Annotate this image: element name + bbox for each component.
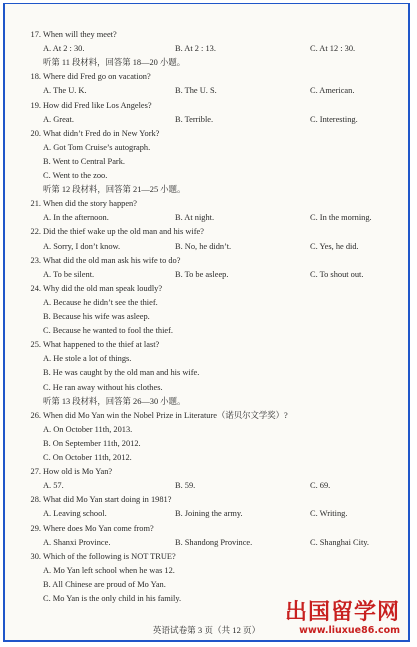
question-number: 22.: [30, 227, 41, 237]
question-number: 20.: [30, 128, 41, 138]
option-a: A. The U. K.: [43, 86, 87, 96]
option-c: C. Yes, he did.: [310, 241, 359, 251]
question-number: 25.: [30, 340, 41, 350]
question-number: 19.: [30, 100, 41, 110]
option-a: A. Shanxi Province.: [43, 537, 111, 547]
question-text: When did the story happen?: [43, 199, 137, 209]
question-number: 24.: [30, 283, 41, 293]
question-stem: [5, 226, 408, 238]
option-a: A. 57.: [43, 481, 64, 491]
question-stem: [5, 494, 408, 506]
option-b: B. No, he didn’t.: [175, 241, 232, 251]
question-stem: [5, 29, 408, 41]
option-text: C. Mo Yan is the only child in his family.: [43, 594, 182, 603]
question-text: How did Fred like Los Angeles?: [43, 100, 152, 110]
option-c: C. American.: [310, 86, 355, 96]
question-stem: [5, 71, 408, 83]
option-b: B. Terrible.: [175, 114, 214, 124]
option-row: [5, 508, 408, 520]
option-text: C. On October 11th, 2012.: [43, 453, 132, 462]
question-number: 27.: [30, 467, 41, 477]
option-line: [5, 424, 408, 436]
option-c: C. At 12 : 30.: [310, 44, 356, 54]
question-text: When will they meet?: [43, 30, 117, 39]
question-text: What did the old man ask his wife to do?: [43, 255, 181, 265]
option-row: [5, 114, 408, 126]
option-text: B. On September 11th, 2012.: [43, 438, 141, 448]
question-text: Which of the following is NOT TRUE?: [43, 551, 176, 561]
question-stem: [5, 551, 408, 563]
option-text: A. Because he didn’t see the thief.: [43, 297, 158, 307]
question-text: Why did the old man speak loudly?: [43, 283, 163, 293]
option-b: B. At night.: [175, 213, 215, 223]
question-stem: [5, 339, 408, 351]
option-row: [5, 269, 408, 281]
option-a: A. To be silent.: [43, 269, 95, 279]
option-line: [5, 367, 408, 379]
question-number: 18.: [30, 72, 41, 82]
option-line: [5, 579, 408, 591]
option-c: C. In the morning.: [310, 213, 372, 223]
section-instruction: [5, 57, 408, 69]
option-line: [5, 353, 408, 365]
option-text: A. Mo Yan left school when he was 12.: [43, 565, 175, 575]
option-a: A. Sorry, I don’t know.: [43, 241, 121, 251]
question-number: 26.: [30, 410, 41, 420]
question-number: 23.: [30, 255, 41, 265]
question-number: 21.: [30, 199, 41, 209]
option-line: [5, 325, 408, 337]
question-number: 28.: [30, 495, 41, 505]
option-text: A. Got Tom Cruise’s autograph.: [43, 142, 151, 152]
question-text: How old is Mo Yan?: [43, 467, 113, 477]
section-instruction: [5, 184, 408, 196]
question-text: What did Mo Yan start doing in 1981?: [43, 495, 172, 505]
question-text: What didn’t Fred do in New York?: [43, 128, 160, 138]
question-text: Did the thief wake up the old man and his wife?: [43, 227, 204, 237]
question-text: Where did Fred go on vacation?: [43, 72, 151, 82]
option-text: B. Went to Central Park.: [43, 156, 125, 166]
option-line: [5, 438, 408, 450]
watermark-url: www.liuxue86.com: [299, 625, 400, 636]
option-row: [5, 241, 408, 253]
section-text: 听第 13 段材料，回答第 26—30 小题。: [43, 396, 186, 406]
option-text: C. Because he wanted to fool the thief.: [43, 326, 174, 336]
option-text: B. He was caught by the old man and his wife.: [43, 368, 200, 378]
question-stem: [5, 100, 408, 112]
question-stem: [5, 198, 408, 210]
question-text: When did Mo Yan win the Nobel Prize in Literature（诺贝尔文学奖）?: [43, 410, 288, 420]
site-watermark: [285, 601, 400, 636]
option-text: C. He ran away without his clothes.: [43, 382, 163, 392]
question-stem: [5, 255, 408, 267]
question-stem: [5, 466, 408, 478]
question-list: [5, 4, 408, 640]
exam-page: [3, 3, 410, 642]
option-b: B. The U. S.: [175, 86, 217, 96]
option-b: B. Shandong Province.: [175, 537, 253, 547]
option-line: [5, 170, 408, 182]
option-c: C. Writing.: [310, 509, 348, 519]
question-stem: [5, 283, 408, 295]
option-line: [5, 297, 408, 309]
option-line: [5, 142, 408, 154]
option-row: [5, 537, 408, 549]
option-row: [5, 85, 408, 97]
question-stem: [5, 410, 408, 422]
section-instruction: [5, 396, 408, 408]
option-b: B. 59.: [175, 481, 196, 491]
page-footer: 英语试卷第 3 页（共 12 页）: [152, 625, 261, 635]
option-b: B. Joining the army.: [175, 509, 243, 519]
option-c: C. To shout out.: [310, 269, 364, 279]
watermark-name: 出国留学网: [284, 600, 400, 625]
question-number: 17.: [30, 30, 41, 39]
option-text: A. He stole a lot of things.: [43, 354, 132, 364]
question-text: Where does Mo Yan come from?: [43, 523, 154, 533]
question-text: What happened to the thief at last?: [43, 340, 160, 350]
option-text: C. Went to the zoo.: [43, 171, 108, 180]
option-a: A. Great.: [43, 114, 74, 124]
option-row: [5, 212, 408, 224]
option-line: [5, 156, 408, 168]
option-c: C. Interesting.: [310, 114, 358, 124]
section-text: 听第 11 段材料，回答第 18—20 小题。: [43, 58, 186, 68]
option-text: A. On October 11th, 2013.: [43, 424, 133, 434]
option-b: B. At 2 : 13.: [175, 44, 216, 54]
section-text: 听第 12 段材料，回答第 21—25 小题。: [43, 185, 186, 195]
option-a: A. Leaving school.: [43, 509, 107, 519]
option-text: B. All Chinese are proud of Mo Yan.: [43, 579, 166, 589]
option-b: B. To be asleep.: [175, 269, 229, 279]
option-line: [5, 311, 408, 323]
option-a: A. At 2 : 30.: [43, 44, 85, 54]
question-number: 29.: [30, 523, 41, 533]
option-text: B. Because his wife was asleep.: [43, 312, 150, 321]
option-row: [5, 43, 408, 55]
option-line: [5, 382, 408, 394]
option-a: A. In the afternoon.: [43, 213, 109, 223]
option-line: [5, 452, 408, 464]
option-c: C. 69.: [310, 481, 331, 491]
question-stem: [5, 523, 408, 535]
option-line: [5, 565, 408, 577]
question-stem: [5, 128, 408, 140]
option-row: [5, 480, 408, 492]
question-number: 30.: [30, 551, 41, 561]
option-c: C. Shanghai City.: [310, 537, 370, 547]
